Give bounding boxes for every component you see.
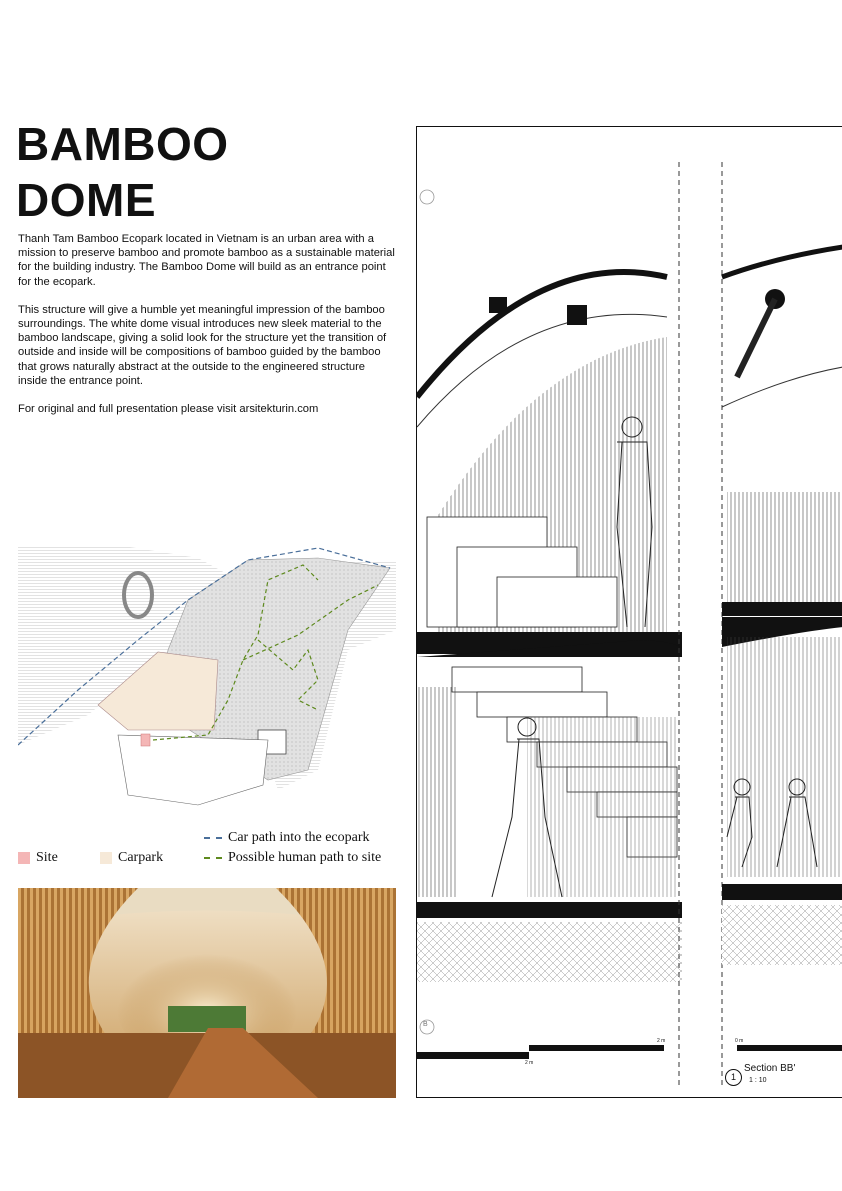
legend-human-path-line (204, 857, 222, 859)
interior-rendering (18, 888, 396, 1098)
legend-item-site (18, 850, 58, 866)
legend-car-path-label: Car path into the ecopark (228, 830, 370, 845)
scalebar-label-b: 2 m (525, 1060, 534, 1066)
grid-marker-label: B (423, 1021, 428, 1028)
scalebar-label-a: 2 m (657, 1038, 666, 1044)
legend-item-car-path (204, 830, 370, 846)
description (18, 232, 396, 430)
legend-human-path-label: Possible human path to site (228, 850, 382, 865)
title-line-1: BAMBOO (16, 118, 229, 170)
description-paragraph-2: This structure will give a humble yet meaningful impression of the bamboo surroundings. The white dome visual introduces new sleek material to the bamboo landscape, giving a solid look for the structure yet the transition of outside and inside will be compositions of bamboo guided by the bamboo that grows naturally abstract at the outside to the engineered structure inside the entrance point. (18, 303, 387, 387)
legend-car-path-line (204, 837, 222, 839)
site-plan (18, 540, 396, 825)
page-title (16, 116, 229, 228)
site-plan-legend (18, 830, 398, 870)
section-title: Section BB' (744, 1063, 796, 1074)
section-scale: 1 : 10 (749, 1077, 767, 1084)
scalebar-label-right: 0 m (735, 1038, 744, 1044)
description-paragraph-1: Thanh Tam Bamboo Ecopark located in Vietnam is an urban area with a mission to preserve bamboo and promote bamboo as a sustainable material for the building industry. The Bamboo Dome will build as an entrance point for the ecopark. (18, 233, 395, 288)
section-bb-drawing (416, 126, 842, 1098)
legend-site-swatch (18, 852, 30, 864)
site-plan-drawing (18, 540, 396, 825)
section-number: 1 (725, 1069, 742, 1086)
legend-item-carpark (100, 850, 163, 866)
title-line-2: DOME (16, 174, 156, 226)
legend-item-human-path (204, 850, 381, 866)
section-bb-svg (417, 127, 842, 1098)
legend-site-label: Site (36, 850, 58, 865)
interior-rendering-image (18, 888, 396, 1098)
legend-carpark-swatch (100, 852, 112, 864)
description-paragraph-3: For original and full presentation please visit arsitekturin.com (18, 403, 319, 416)
legend-carpark-label: Carpark (118, 850, 164, 865)
